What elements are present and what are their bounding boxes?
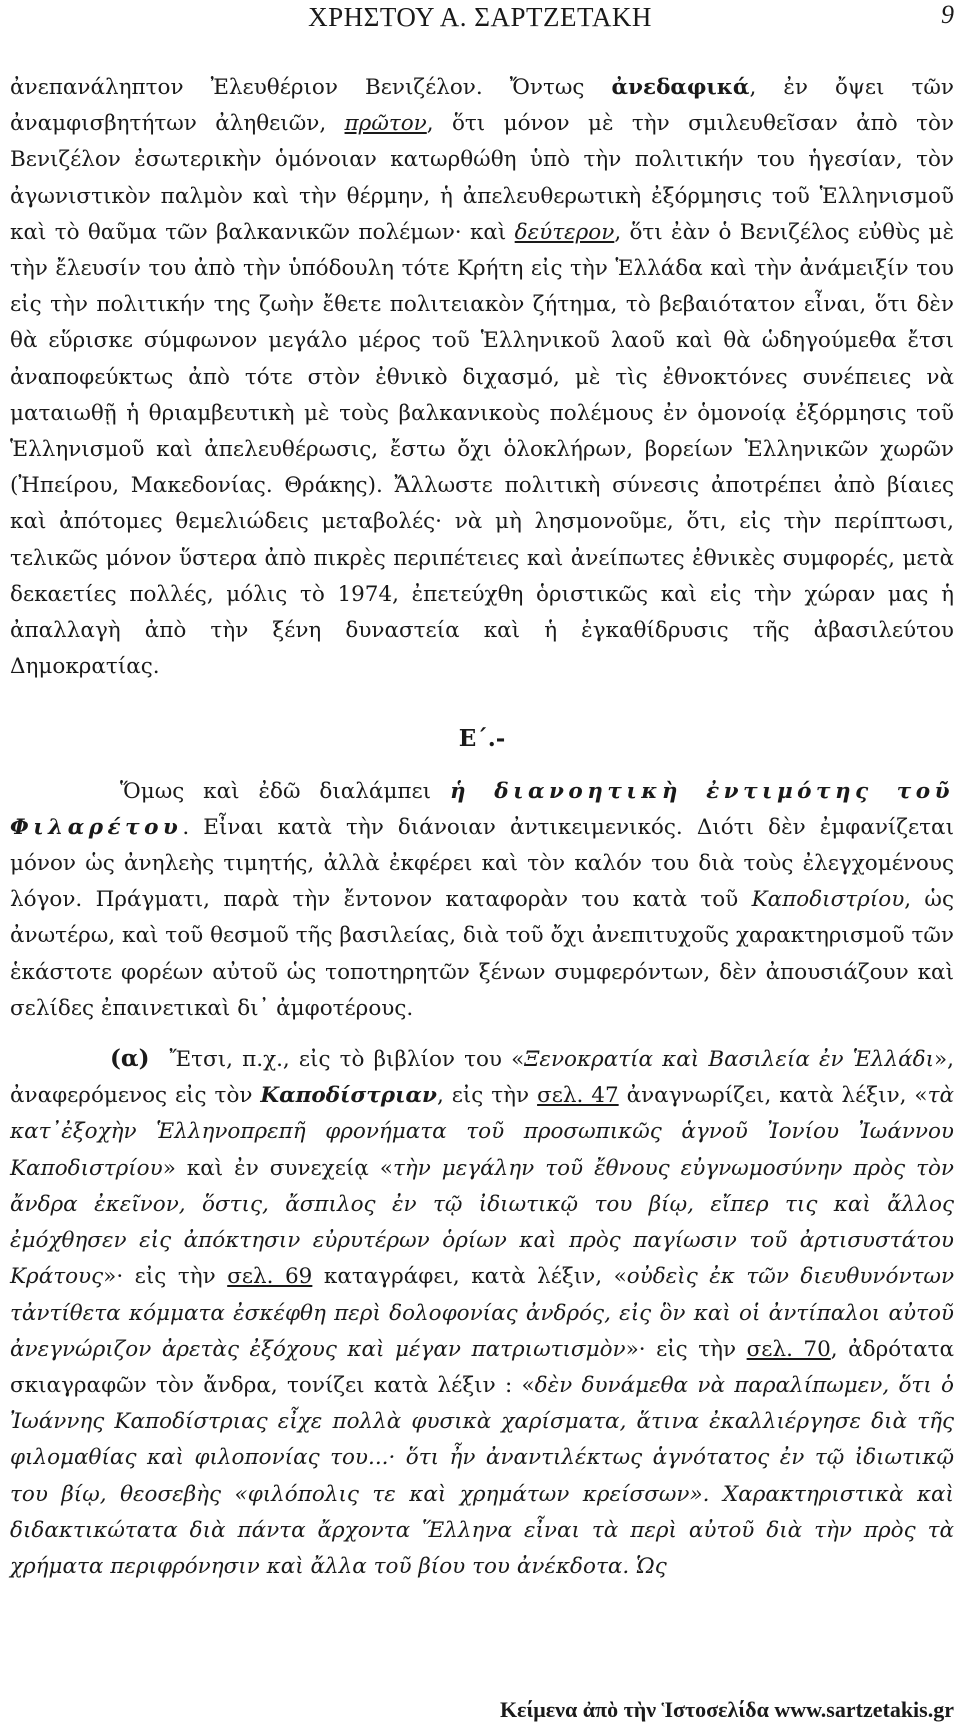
paragraph-2: Ὅμως καὶ ἐδῶ διαλάμπει ἡ διανοητικὴ ἐντιμότης τοῦ Φιλαρέτου. Εἶναι κατὰ τὴν διάνοιαν ἀντικειμενικός. Διότι δὲν ἐμφανίζεται μόνον ὡς ἀνηλεὴς τιμητής, ἀλλὰ ἐκφέρει καὶ τὸν καλόν του διὰ τοὺς ἐλεγχομένους λόγον. Πράγματι, παρὰ τὴν ἔντονον καταφορὰν του κατὰ τοῦ Καποδιστρίου, ὡς ἀνωτέρω, καὶ τοῦ θεσμοῦ τῆς βασιλείας, διὰ τοῦ ὄχι ἀνεπιτυχοῦς χαρακτηρισμοῦ τῶν ἑκάστοτε φορέων αὐτοῦ ὡς τοποτηρητῶν ξένων συμφερόντων, δὲν ἀπουσιάζουν καὶ σελίδες ἐπαινετικαὶ δι᾽ ἀμφοτέρους. [10,778,954,1021]
section-heading: Ε΄.- [458,725,506,753]
quote-1: τὰ κατ᾽ἐξοχὴν Ἑλληνοπρεπῆ φρονήματα τοῦ προσωπικῶς ἁγνοῦ Ἰονίου Ἰωάννου Καποδιστρίου [10,1083,954,1181]
page-ref-70: σελ. 70 [746,1336,831,1362]
spaced-emphasis: ἡ διανοητικὴ ἐντιμότης τοῦ Φιλαρέτου [10,778,954,840]
emphasis-bold: ἀνεδαφικά [611,75,750,100]
page-ref-47: σελ. 47 [537,1083,619,1109]
paragraph-3: (α) Ἔτσι, π.χ., εἰς τὸ βιβλίον του «Ξενοκρατία καὶ Βασιλεία ἐν Ἑλλάδι», ἀναφερόμενος εἰς τὸν Καποδίστριαν, εἰς τὴν σελ. 47 ἀναγνωρίζει, κατὰ λέξιν, «τὰ κατ᾽ἐξοχὴν Ἑλληνοπρεπῆ φρονήματα τοῦ προσωπικῶς ἁγνοῦ Ἰονίου Ἰωάννου Καποδιστρίου» καὶ ἐν συνεχείᾳ «τὴν μεγάλην τοῦ ἔθνους εὐγνωμοσύνην πρὸς τὸν ἄνδρα ἐκεῖνον, ὅστις, ἄσπιλος ἐν τῷ ἰδιωτικῷ του βίῳ, εἴπερ τις καὶ ἄλλος ἐμόχθησεν εἰς ἀπόκτησιν εὐρυτέρων ὁρίων καὶ πρὸς παγίωσιν τοῦ ἀρτισυστάτου Κράτους»· εἰς τὴν σελ. 69 καταγράφει, κατὰ λέξιν, «οὐδεὶς ἐκ τῶν διευθυνόντων τἀντίθετα κόμματα ἐσκέφθη περὶ δολοφονίας ἀνδρός, εἰς ὃν καὶ οἱ ἀντίπαλοι αὐτοῦ ἀνεγνώριζον ἀρετὰς ἐξόχους καὶ μέγαν πατριωτισμὸν»· εἰς τὴν σελ. 70, ἀδρότατα σκιαγραφῶν τὸν ἄνδρα, τονίζει κατὰ λέξιν : «δὲν δυνάμεθα νὰ παραλίπωμεν, ὅτι ὁ Ἰωάννης Καποδίστριας εἶχε πολλὰ φυσικὰ χαρίσματα, ἅτινα ἐκαλλιέργησε διὰ τῆς φιλομαθίας καὶ φιλοπονίας του...· ὅτι ἦν ἀναντιλέκτως ἁγνότατος ἐν τῷ ἰδιωτικῷ του βίῳ, θεοσεβὴς «φιλόπολις τε καὶ χρημάτων κρείσσων». Χαρακτηριστικὰ καὶ διδακτικώτατα διὰ πάντα ἄρχοντα Ἕλληνα εἶναι τὰ περὶ αὐτοῦ διὰ τὴν πρὸς τὰ χρήματα περιφρόνησιν καὶ ἄλλα τοῦ βίου του ἀνέκδοτα. Ὡς [10,1045,955,1579]
quote-4: δὲν δυνάμεθα νὰ παραλίπωμεν, ὅτι ὁ Ἰωάννης Καποδίστριας εἶχε πολλὰ φυσικὰ χαρίσματα, ἅτινα ἐκαλλιέργησε διὰ τῆς φιλομαθίας καὶ φιλοπονίας του...· ὅτι ἦν ἀναντιλέκτως ἁγνότατος ἐν τῷ ἰδιωτικῷ του βίῳ, θεοσεβὴς «φιλόπολις τε καὶ χρημάτων κρείσσων». Χαρακτηριστικὰ καὶ διδακτικώτατα διὰ πάντα ἄρχοντα Ἕλληνα εἶναι τὰ περὶ αὐτοῦ διὰ τὴν πρὸς τὰ χρήματα περιφρόνησιν καὶ ἄλλα τοῦ βίου του ἀνέκδοτα. Ὡς [10,1372,954,1579]
page-number: 9 [941,0,954,29]
running-header-title: ΧΡΗΣΤΟΥ Α. ΣΑΡΤΖΕΤΑΚΗ [308,2,652,32]
emphasis-second: δεύτερον [514,219,615,245]
page-ref-69: σελ. 69 [227,1264,313,1290]
item-label: (α) [110,1045,150,1073]
name-emphasis: Καποδίστριαν [260,1083,437,1109]
quote-3: οὐδεὶς ἐκ τῶν διευθυνόντων τἀντίθετα κόμματα ἐσκέφθη περὶ δολοφονίας ἀνδρός, εἰς ὃν καὶ οἱ ἀντίπαλοι αὐτοῦ ἀνεγνώριζον ἀρετὰς ἐξόχους καὶ μέγαν πατριωτισμὸν [10,1264,955,1362]
emphasis-first: πρῶτον [344,111,427,137]
paragraph-1: ἀνεπανάληπτον Ἐλευθέριον Βενιζέλον. Ὄντως ἀνεδαφικά, ἐν ὄψει τῶν ἀναμφισβητήτων ἀληθειῶν, πρῶτον, ὅτι μόνον μὲ τὴν σμιλευθεῖσαν ἀπὸ τὸν Βενιζέλον ἐσωτερικὴν ὁμόνοιαν κατωρθώθη ὑπὸ τὴν πολιτικήν του ἡγεσίαν, τὸν ἀγωνιστικὸν παλμὸν καὶ τὴν θέρμην, ἡ ἀπελευθερωτικὴ ἐξόρμησις τοῦ Ἑλληνισμοῦ καὶ τὸ θαῦμα τῶν βαλκανικῶν πολέμων· καὶ δεύτερον, ὅτι ἐὰν ὁ Βενιζέλος εὐθὺς μὲ τὴν ἔλευσίν του ἀπὸ τὴν ὑπόδουλη τότε Κρήτη εἰς τὴν Ἑλλάδα καὶ τὴν ἀνάμειξίν του εἰς τὴν πολιτικήν της ζωὴν ἔθετε πολιτειακὸν ζήτημα, τὸ βεβαιότατον εἶναι, ὅτι δὲν θὰ εὕρισκε σύμφωνον μεγάλο μέρος τοῦ Ἑλληνικοῦ λαοῦ καὶ θὰ ὡδηγούμεθα ἔτσι ἀναποφεύκτως ἀπὸ τότε στὸν ἐθνικὸ διχασμό, μὲ τὶς ἐθνοκτόνες συνέπειες νὰ ματαιωθῇ ἡ θριαμβευτικὴ μὲ τοὺς βαλκανικοὺς πολέμους ἐν ὁμονοίᾳ ἐξόρμησις τοῦ Ἑλληνισμοῦ καὶ ἀπελευθέρωσις, ἔστω ὄχι ὁλοκλήρων, βορείων Ἑλληνικῶν χωρῶν (Ἠπείρου, Μακεδονίας. Θράκης). Ἄλλωστε πολιτικὴ σύνεσις ἀποτρέπει ἀπὸ βίαιες καὶ ἀπότομες θεμελιώδεις μεταβολές· νὰ μὴ λησμονοῦμε, ὅτι, εἰς τὴν περίπτωσι, τελικῶς μόνον ὕστερα ἀπὸ πικρὲς περιπέτειες καὶ ἀνείπωτες ἐθνικὲς συμφορές, μετὰ δεκαετίες πολλές, μόλις τὸ 1974, ἐπετεύχθη ὁριστικῶς καὶ εἰς τὴν χώραν μας ἡ ἀπαλλαγὴ ἀπὸ τὴν ξένη δυναστεία καὶ ἡ ἐγκαθίδρυσις τῆς ἀβασιλεύτου Δημοκρατίας. [10,75,955,680]
quote-2: τὴν μεγάλην τοῦ ἔθνους εὐγνωμοσύνην πρὸς τὸν ἄνδρα ἐκεῖνον, ὅστις, ἄσπιλος ἐν τῷ ἰδιωτικῷ του βίῳ, εἴπερ τις καὶ ἄλλος ἐμόχθησεν εἰς ἀπόκτησιν εὐρυτέρων ὁρίων καὶ πρὸς παγίωσιν τοῦ ἀρτισυστάτου Κράτους [10,1155,954,1290]
book-title: Ξενοκρατία καὶ Βασιλεία ἐν Ἑλλάδι [524,1047,934,1073]
body-text [10,70,954,1585]
footer-source: Κείμενα ἀπὸ τὴν Ἱστοσελίδα www.sartzetakis.gr [499,1697,954,1722]
